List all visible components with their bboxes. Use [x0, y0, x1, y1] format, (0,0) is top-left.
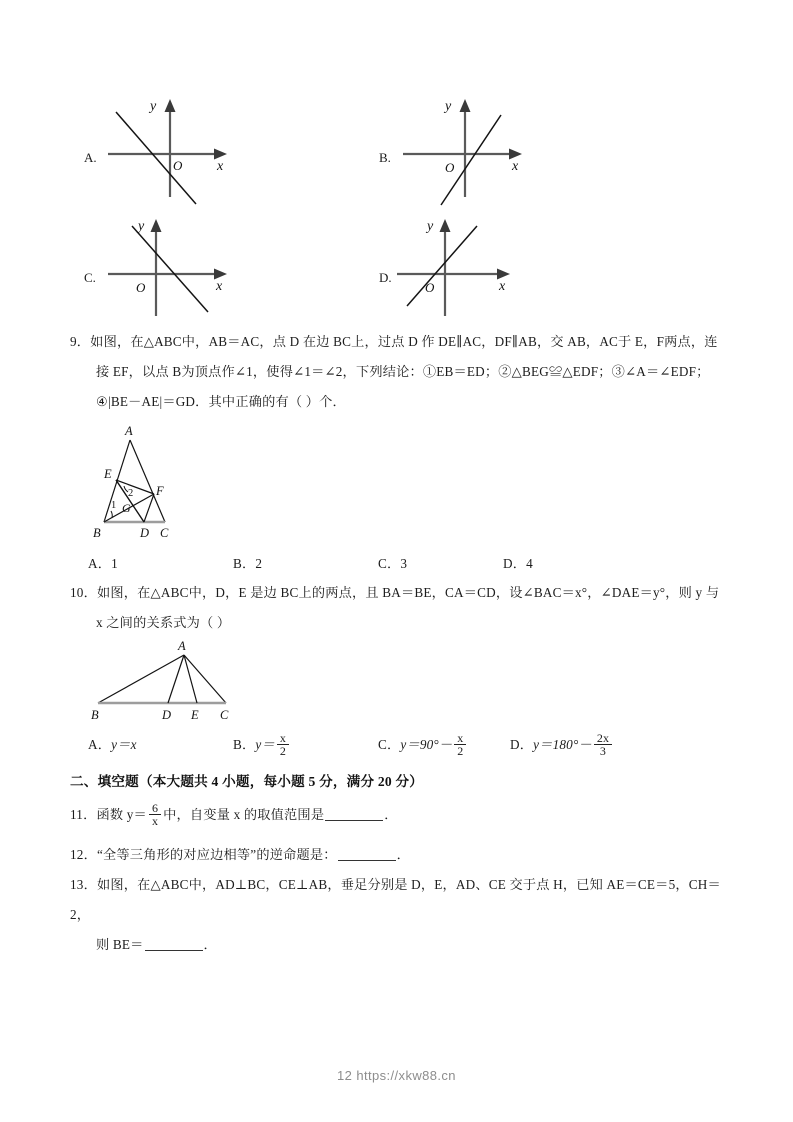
svg-text:E: E — [191, 708, 199, 722]
question-9-line-3: ④|BE－AE|＝GD．其中正确的有（ ）个． — [96, 394, 346, 409]
graph-d-svg — [379, 212, 539, 324]
svg-text:F: F — [156, 484, 164, 498]
graph-a-svg — [84, 92, 244, 207]
question-12-tail: ． — [396, 847, 411, 862]
question-11-numerator: 6 — [149, 802, 161, 816]
question-13-answer-blank[interactable] — [145, 950, 203, 951]
q10-choice-c-numerator: x — [454, 732, 466, 746]
q10-choice-d-numerator: 2x — [594, 732, 612, 746]
q10-choice-b-expr: y＝ — [255, 737, 275, 752]
q10-choice-c-prefix: C． — [378, 737, 401, 752]
svg-text:y: y — [427, 219, 434, 234]
q10-choice-b-prefix: B． — [233, 737, 256, 752]
question-13-line-2 — [70, 930, 738, 960]
svg-text:A: A — [178, 639, 186, 653]
svg-text:x: x — [499, 279, 506, 294]
q10-choice-b-numerator: x — [277, 732, 289, 746]
graph-option-b — [379, 92, 539, 207]
graph-option-a — [84, 92, 244, 207]
question-9-line-2: 接 EF，以点 B为顶点作∠1，使得∠1＝∠2，下列结论：①EB＝ED；②△BEG≌△EDF；③∠A＝∠EDF； — [96, 364, 710, 379]
graph-option-b-letter: B. — [379, 150, 391, 165]
question-10-choices — [88, 728, 748, 758]
question-10-triangle-svg — [78, 637, 258, 723]
q10-choice-d-fraction — [594, 732, 612, 759]
question-13 — [70, 870, 738, 960]
graph-option-c — [84, 212, 244, 324]
svg-text:y: y — [138, 219, 145, 234]
question-13-tail: ． — [203, 937, 217, 952]
question-11-tail: ． — [384, 807, 398, 822]
svg-text:G: G — [122, 501, 131, 515]
question-9-choices — [88, 549, 748, 573]
q10-choice-d-denominator: 3 — [599, 744, 607, 759]
svg-text:C: C — [160, 526, 169, 540]
question-9-triangle-svg — [78, 422, 258, 544]
q10-choice-d-expr: y＝180°－ — [533, 737, 592, 752]
svg-text:A: A — [125, 424, 133, 438]
svg-text:D: D — [140, 526, 150, 540]
q10-choice-d-prefix: D． — [510, 737, 534, 752]
graph-option-a-letter: A. — [84, 150, 97, 165]
svg-text:2: 2 — [128, 488, 134, 499]
q10-choice-a-expr: y＝x — [111, 737, 137, 752]
question-10-figure — [78, 637, 258, 723]
question-10-line-2: x 之间的关系式为（ ） — [96, 615, 231, 630]
q10-choice-b-fraction — [277, 732, 289, 759]
q9-choice-c[interactable]: C．3 — [378, 556, 408, 571]
q10-choice-b-denominator: 2 — [279, 744, 287, 759]
svg-text:x: x — [512, 159, 519, 174]
question-13-line-2-prefix: 则 BE＝ — [96, 937, 144, 952]
svg-text:x: x — [216, 279, 223, 294]
question-10-text — [70, 578, 735, 638]
q10-choice-a-prefix: A． — [88, 737, 112, 752]
svg-text:O: O — [136, 280, 146, 295]
svg-text:D: D — [162, 708, 172, 722]
question-11-fraction — [149, 802, 161, 829]
graph-option-d — [379, 212, 539, 324]
q9-choice-b[interactable]: B．2 — [233, 556, 263, 571]
question-13-line-1: 13．如图，在△ABC中，AD⊥BC，CE⊥AB，垂足分别是 D，E，AD、CE 交于点 H，已知 AE＝CE＝5，CH＝2， — [70, 877, 721, 922]
question-12-text: 12．“全等三角形的对应边相等”的逆命题是： — [70, 847, 337, 862]
svg-text:1: 1 — [111, 500, 117, 511]
question-9-line-1: 9．如图，在△ABC中，AB＝AC，点 D 在边 BC上，过点 D 作 DE∥AC，DF∥AB，交 AB，AC于 E，F两点，连 — [70, 334, 718, 349]
q9-choice-d[interactable]: D．4 — [503, 556, 533, 571]
svg-text:O: O — [173, 158, 183, 173]
svg-text:B: B — [91, 708, 99, 722]
q10-choice-b[interactable] — [233, 730, 291, 760]
q9-choice-a[interactable]: A．1 — [88, 556, 118, 571]
question-12-answer-blank[interactable] — [338, 860, 396, 861]
svg-text:O: O — [425, 280, 435, 295]
svg-text:x: x — [217, 159, 224, 174]
q10-choice-c-expr: y＝90°－ — [400, 737, 453, 752]
q10-choice-c-denominator: 2 — [457, 744, 464, 759]
graph-b-svg — [379, 92, 539, 207]
question-9-figure — [78, 422, 258, 544]
question-11-answer-blank[interactable] — [325, 820, 383, 821]
question-9-text — [70, 327, 730, 417]
svg-text:y: y — [445, 99, 452, 114]
question-11-suffix: 中，自变量 x 的取值范围是 — [163, 807, 325, 822]
svg-text:y: y — [150, 99, 157, 114]
q10-choice-d[interactable] — [510, 730, 614, 760]
svg-text:B: B — [93, 526, 101, 540]
question-11 — [70, 800, 730, 830]
q10-choice-a[interactable] — [88, 730, 137, 760]
page-footer-watermark: 12 https://xkw88.cn — [337, 1068, 456, 1083]
q10-choice-c[interactable] — [378, 730, 468, 760]
question-12 — [70, 840, 730, 870]
question-10-line-1: 10．如图，在△ABC中，D，E 是边 BC上的两点，且 BA＝BE，CA＝CD，设∠BAC＝x°，∠DAE＝y°，则 y 与 — [70, 585, 720, 600]
svg-text:E: E — [104, 467, 112, 481]
svg-text:C: C — [220, 708, 229, 722]
question-11-denominator: x — [151, 814, 159, 829]
section-2-heading: 二、填空题（本大题共 4 小题，每小题 5 分，满分 20 分） — [70, 774, 424, 789]
graph-option-c-letter: C. — [84, 270, 96, 285]
graph-c-svg — [84, 212, 244, 324]
q10-choice-c-fraction — [454, 732, 466, 759]
question-11-prefix: 11．函数 y＝ — [70, 807, 147, 822]
svg-text:O: O — [445, 160, 455, 175]
graph-option-d-letter: D. — [379, 270, 392, 285]
